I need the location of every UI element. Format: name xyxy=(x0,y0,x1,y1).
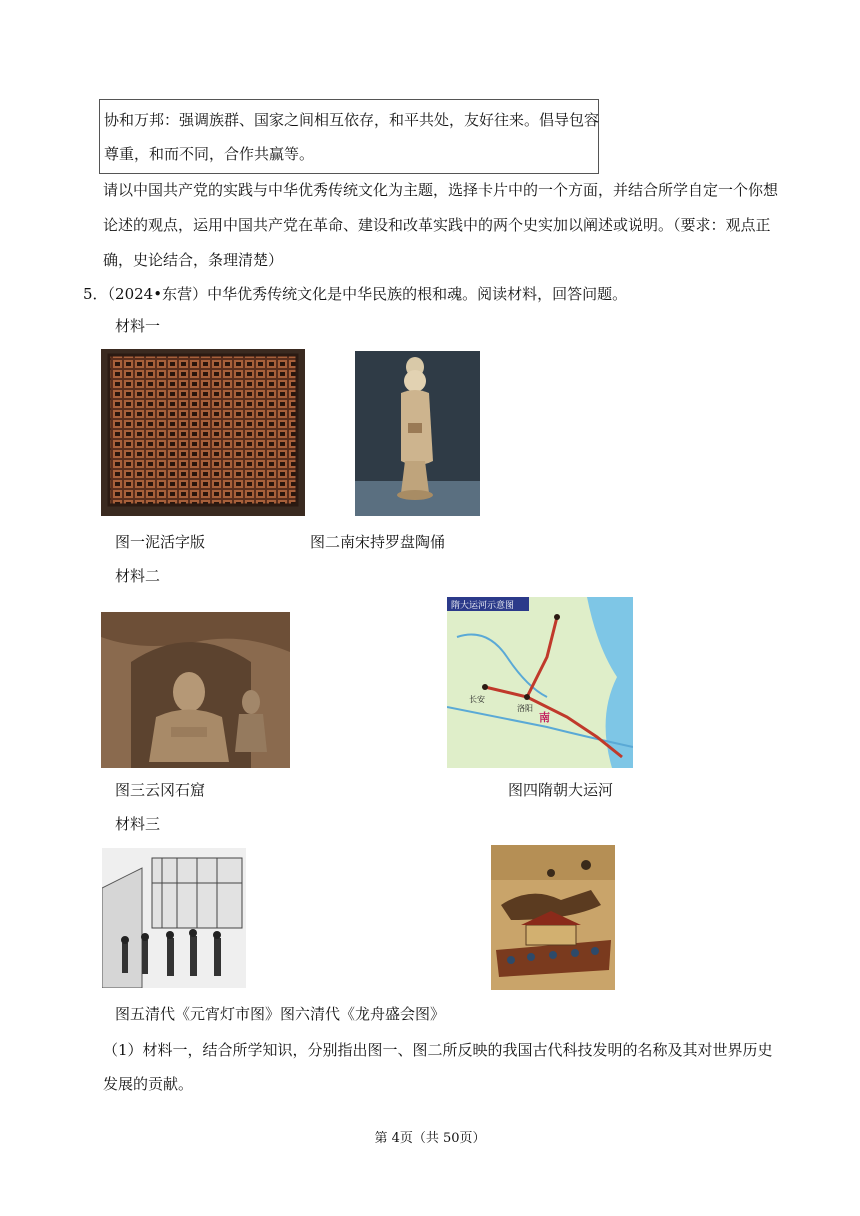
figure-1-caption: 图一泥活字版 xyxy=(115,533,206,551)
card-line-2: 尊重，和而不同，合作共赢等。 xyxy=(104,145,315,163)
material-2-label: 材料二 xyxy=(115,567,161,585)
figure-2-caption: 图二南宋持罗盘陶俑 xyxy=(310,533,446,551)
question-5-header: 5．（2024•东营）中华优秀传统文化是中华民族的根和魂。阅读材料，回答问题。 xyxy=(83,285,628,303)
dragon-boat-festival-image xyxy=(491,845,615,990)
compass-figurine-image xyxy=(355,351,480,516)
map-title: 隋大运河示意图 xyxy=(451,601,515,611)
lantern-market-image xyxy=(102,848,246,988)
sub-question-1-line-2: 发展的贡献。 xyxy=(103,1075,194,1093)
material-1-label: 材料一 xyxy=(115,317,161,335)
yungang-grottoes-image xyxy=(101,612,290,768)
grand-canal-map-image xyxy=(447,597,633,768)
prompt-line-1: 请以中国共产党的实践与中华优秀传统文化为主题，选择卡片中的一个方面，并结合所学自定一个你想 xyxy=(103,181,779,199)
sub-question-1-line-1: （1）材料一，结合所学知识，分别指出图一、图二所反映的我国古代科技发明的名称及其对世界历史 xyxy=(103,1041,773,1059)
map-label-nan: 南 xyxy=(539,711,550,724)
map-label-changan: 长安 xyxy=(469,695,485,704)
figure-3-caption: 图三云冈石窟 xyxy=(115,781,206,799)
material-3-label: 材料三 xyxy=(115,815,161,833)
figure-4-caption: 图四隋朝大运河 xyxy=(508,781,614,799)
prompt-line-3: 确，史论结合，条理清楚） xyxy=(103,251,284,269)
card-line-1: 协和万邦：强调族群、国家之间相互依存，和平共处，友好往来。倡导包容 xyxy=(104,111,600,129)
page-footer: 第 4页（共 50页） xyxy=(374,1131,486,1146)
map-label-luoyang: 洛阳 xyxy=(517,704,533,713)
clay-type-plate-image xyxy=(101,349,305,516)
figure-5-6-caption: 图五清代《元宵灯市图》图六清代《龙舟盛会图》 xyxy=(115,1005,446,1023)
prompt-line-2: 论述的观点，运用中国共产党在革命、建设和改革实践中的两个史实加以阐述或说明。（要求：观点正 xyxy=(103,216,771,234)
definition-card xyxy=(99,99,599,174)
